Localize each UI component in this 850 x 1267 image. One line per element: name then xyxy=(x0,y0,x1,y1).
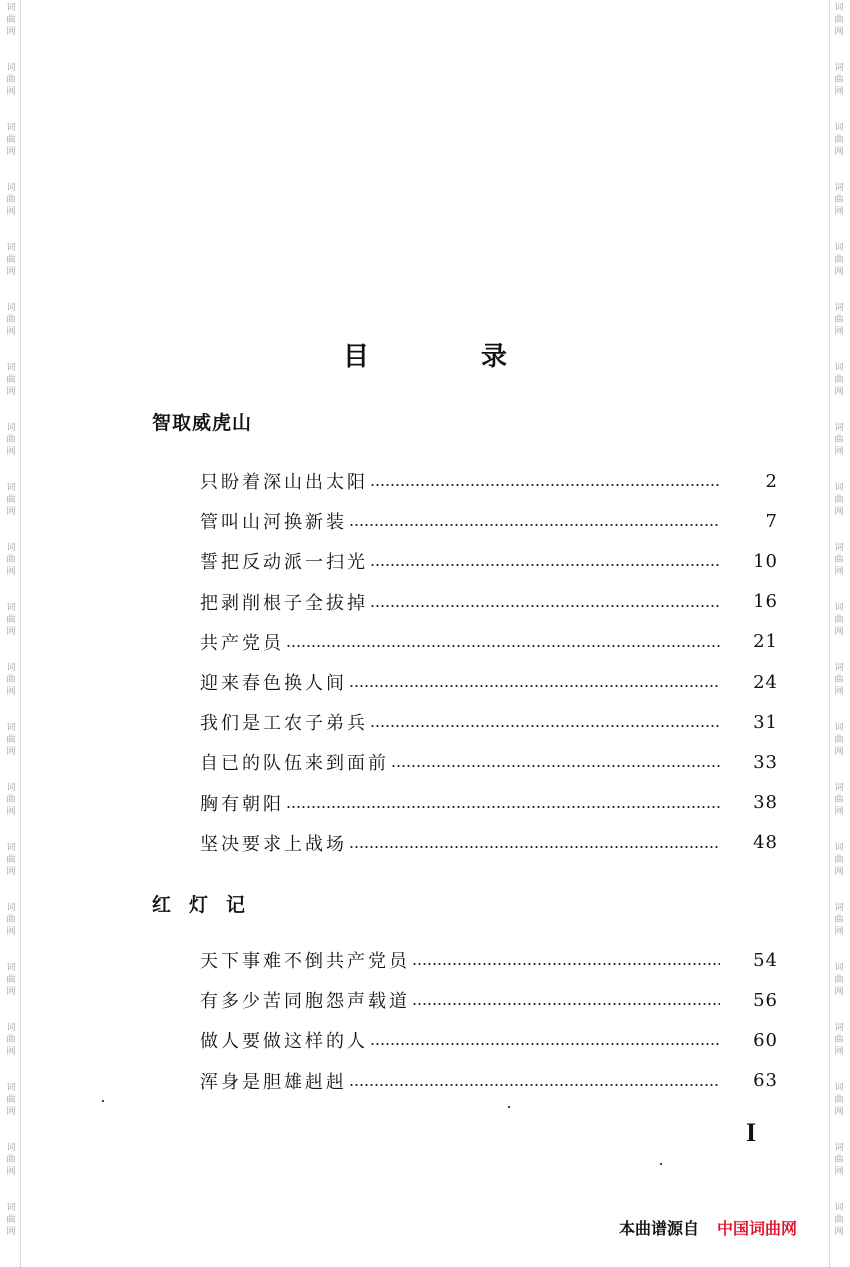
watermark-char: 词 xyxy=(6,1083,16,1093)
watermark-char: 曲 xyxy=(6,495,16,505)
watermark-char: 词 xyxy=(6,903,16,913)
watermark-char: 词 xyxy=(6,363,16,373)
toc-entry[interactable] xyxy=(200,1020,778,1060)
toc-entry-title: 浑身是胆雄赳赳 xyxy=(200,1071,347,1093)
scan-speck xyxy=(508,1106,510,1108)
toc-entry-page: 54 xyxy=(753,949,778,971)
section-title-hongdengji: 红灯记 xyxy=(152,894,264,916)
watermark-char: 词 xyxy=(6,1143,16,1153)
watermark-char: 词 xyxy=(834,843,844,853)
watermark-group xyxy=(834,480,843,540)
watermark-char: 网 xyxy=(6,87,16,97)
watermark-char: 词 xyxy=(834,63,844,73)
leader-dots xyxy=(412,1001,720,1007)
watermark-char: 词 xyxy=(6,303,16,313)
leader-dots xyxy=(349,1082,720,1088)
left-watermark-strip xyxy=(4,0,21,1267)
watermark-char: 词 xyxy=(834,1083,844,1093)
watermark-char: 网 xyxy=(834,1047,844,1057)
watermark-char: 曲 xyxy=(834,1215,844,1225)
watermark-char: 曲 xyxy=(834,795,844,805)
watermark-char: 词 xyxy=(834,903,844,913)
credit-source-text: 本曲谱源自 xyxy=(619,1219,700,1238)
watermark-char: 网 xyxy=(834,267,844,277)
leader-dots xyxy=(349,522,720,528)
watermark-char: 词 xyxy=(834,963,844,973)
leader-dots xyxy=(370,1041,720,1047)
watermark-char: 曲 xyxy=(834,615,844,625)
leader-dots xyxy=(349,683,720,689)
watermark-char: 网 xyxy=(6,567,16,577)
toc-list-section-2 xyxy=(200,940,778,1101)
watermark-char: 词 xyxy=(6,723,16,733)
watermark-group xyxy=(834,1200,843,1260)
watermark-char: 网 xyxy=(834,807,844,817)
watermark-group xyxy=(6,540,15,600)
watermark-char: 曲 xyxy=(6,135,16,145)
watermark-group xyxy=(834,540,843,600)
leader-dots xyxy=(349,844,720,850)
watermark-char: 曲 xyxy=(6,75,16,85)
watermark-char: 曲 xyxy=(6,555,16,565)
toc-entry-title: 管叫山河换新装 xyxy=(200,512,347,534)
watermark-char: 曲 xyxy=(834,975,844,985)
watermark-char: 网 xyxy=(6,1047,16,1057)
watermark-char: 词 xyxy=(6,663,16,673)
watermark-group xyxy=(834,1020,843,1080)
watermark-char: 词 xyxy=(834,423,844,433)
watermark-char: 词 xyxy=(6,63,16,73)
watermark-char: 词 xyxy=(834,783,844,793)
watermark-char: 网 xyxy=(834,747,844,757)
watermark-char: 网 xyxy=(834,87,844,97)
watermark-char: 词 xyxy=(6,243,16,253)
leader-dots xyxy=(370,562,720,568)
watermark-char: 词 xyxy=(834,243,844,253)
watermark-group xyxy=(834,0,843,60)
watermark-char: 网 xyxy=(6,1167,16,1177)
leader-dots xyxy=(370,723,720,729)
watermark-char: 曲 xyxy=(6,1215,16,1225)
watermark-char: 网 xyxy=(6,27,16,37)
watermark-char: 网 xyxy=(834,327,844,337)
toc-entry-page: 60 xyxy=(753,1029,778,1051)
watermark-char: 网 xyxy=(834,627,844,637)
page-number: I xyxy=(746,1118,757,1147)
watermark-char: 网 xyxy=(6,1227,16,1237)
watermark-char: 网 xyxy=(834,387,844,397)
toc-list-section-1 xyxy=(200,461,778,863)
watermark-group xyxy=(834,600,843,660)
watermark-group xyxy=(6,60,15,120)
watermark-char: 网 xyxy=(834,27,844,37)
watermark-char: 网 xyxy=(834,687,844,697)
section-title-zhiqu-weihushan: 智取威虎山 xyxy=(152,412,253,434)
watermark-char: 词 xyxy=(834,1203,844,1213)
watermark-group xyxy=(6,1020,15,1080)
watermark-char: 曲 xyxy=(834,1095,844,1105)
toc-entry[interactable] xyxy=(200,783,778,823)
watermark-char: 词 xyxy=(834,183,844,193)
toc-entry-title: 把剥削根子全拔掉 xyxy=(200,592,368,614)
watermark-char: 网 xyxy=(6,207,16,217)
watermark-char: 词 xyxy=(834,543,844,553)
scan-speck xyxy=(102,1100,104,1102)
toc-entry-page: 38 xyxy=(753,792,778,814)
watermark-char: 曲 xyxy=(834,555,844,565)
watermark-group xyxy=(6,0,15,60)
watermark-char: 词 xyxy=(834,483,844,493)
watermark-group xyxy=(6,900,15,960)
leader-dots xyxy=(370,603,720,609)
watermark-char: 曲 xyxy=(834,1035,844,1045)
watermark-char: 曲 xyxy=(6,915,16,925)
watermark-char: 网 xyxy=(6,807,16,817)
watermark-group xyxy=(6,600,15,660)
watermark-char: 曲 xyxy=(6,1035,16,1045)
watermark-group xyxy=(6,720,15,780)
watermark-group xyxy=(834,960,843,1020)
scan-speck xyxy=(660,1163,662,1165)
leader-dots xyxy=(286,804,720,810)
watermark-char: 曲 xyxy=(834,675,844,685)
toc-entry[interactable] xyxy=(200,742,778,782)
watermark-group xyxy=(834,180,843,240)
toc-entry-title: 天下事难不倒共产党员 xyxy=(200,951,410,973)
watermark-char: 曲 xyxy=(6,1155,16,1165)
watermark-char: 曲 xyxy=(6,15,16,25)
toc-entry-page: 7 xyxy=(765,510,778,532)
watermark-char: 词 xyxy=(6,963,16,973)
right-watermark-strip xyxy=(829,0,846,1267)
watermark-char: 曲 xyxy=(834,855,844,865)
watermark-group xyxy=(834,240,843,300)
watermark-char: 网 xyxy=(834,447,844,457)
toc-entry[interactable] xyxy=(200,622,778,662)
toc-entry[interactable] xyxy=(200,940,778,980)
watermark-group xyxy=(834,1080,843,1140)
watermark-char: 词 xyxy=(834,363,844,373)
watermark-char: 词 xyxy=(834,663,844,673)
watermark-char: 网 xyxy=(834,1107,844,1117)
watermark-char: 网 xyxy=(834,147,844,157)
watermark-char: 网 xyxy=(834,927,844,937)
watermark-char: 词 xyxy=(834,303,844,313)
watermark-group xyxy=(6,420,15,480)
toc-entry-page: 16 xyxy=(753,591,778,613)
toc-entry-page: 31 xyxy=(753,711,778,733)
watermark-char: 曲 xyxy=(834,375,844,385)
watermark-char: 网 xyxy=(6,747,16,757)
watermark-char: 词 xyxy=(6,543,16,553)
watermark-char: 词 xyxy=(834,723,844,733)
toc-entry-title: 自已的队伍来到面前 xyxy=(200,753,389,775)
watermark-char: 网 xyxy=(6,387,16,397)
watermark-char: 曲 xyxy=(6,735,16,745)
watermark-char: 词 xyxy=(6,603,16,613)
watermark-char: 曲 xyxy=(6,255,16,265)
title-char-lu: 录 xyxy=(481,342,508,372)
watermark-group xyxy=(6,240,15,300)
watermark-group xyxy=(834,660,843,720)
watermark-group xyxy=(834,720,843,780)
leader-dots xyxy=(370,482,720,488)
watermark-group xyxy=(6,480,15,540)
watermark-char: 词 xyxy=(834,3,844,13)
toc-entry[interactable] xyxy=(200,823,778,863)
toc-entry-title: 迎来春色换人间 xyxy=(200,673,347,695)
watermark-group xyxy=(6,180,15,240)
watermark-char: 网 xyxy=(834,507,844,517)
watermark-char: 曲 xyxy=(834,195,844,205)
watermark-char: 曲 xyxy=(6,855,16,865)
watermark-char: 网 xyxy=(6,627,16,637)
toc-entry-title: 做人要做这样的人 xyxy=(200,1031,368,1053)
watermark-char: 词 xyxy=(6,1203,16,1213)
watermark-char: 网 xyxy=(6,507,16,517)
watermark-char: 曲 xyxy=(834,75,844,85)
watermark-char: 曲 xyxy=(834,135,844,145)
watermark-char: 网 xyxy=(834,207,844,217)
watermark-group xyxy=(6,960,15,1020)
watermark-char: 曲 xyxy=(6,795,16,805)
watermark-char: 曲 xyxy=(6,195,16,205)
watermark-char: 网 xyxy=(6,267,16,277)
toc-entry[interactable] xyxy=(200,662,778,702)
watermark-group xyxy=(834,1140,843,1200)
toc-entry-page: 21 xyxy=(753,631,778,653)
watermark-char: 曲 xyxy=(834,255,844,265)
watermark-char: 词 xyxy=(6,483,16,493)
toc-entry-title: 共产党员 xyxy=(200,632,284,654)
watermark-group xyxy=(834,780,843,840)
watermark-char: 网 xyxy=(834,1227,844,1237)
watermark-char: 曲 xyxy=(6,675,16,685)
toc-entry[interactable] xyxy=(200,541,778,581)
watermark-group xyxy=(6,1140,15,1200)
watermark-char: 词 xyxy=(6,3,16,13)
watermark-char: 词 xyxy=(6,843,16,853)
watermark-char: 曲 xyxy=(834,1155,844,1165)
watermark-char: 词 xyxy=(834,123,844,133)
watermark-char: 曲 xyxy=(834,435,844,445)
watermark-char: 网 xyxy=(834,987,844,997)
toc-entry[interactable] xyxy=(200,980,778,1020)
watermark-char: 曲 xyxy=(6,315,16,325)
credit-site-link[interactable]: 中国词曲网 xyxy=(717,1219,798,1238)
watermark-char: 曲 xyxy=(6,975,16,985)
toc-entry[interactable] xyxy=(200,582,778,622)
watermark-group xyxy=(834,60,843,120)
watermark-char: 曲 xyxy=(834,15,844,25)
toc-entry-page: 10 xyxy=(753,550,778,572)
watermark-char: 网 xyxy=(6,687,16,697)
watermark-group xyxy=(6,1080,15,1140)
watermark-group xyxy=(6,840,15,900)
watermark-group xyxy=(6,780,15,840)
watermark-char: 网 xyxy=(6,147,16,157)
watermark-char: 曲 xyxy=(834,315,844,325)
watermark-char: 网 xyxy=(834,1167,844,1177)
watermark-char: 网 xyxy=(6,447,16,457)
source-credit xyxy=(619,1216,797,1239)
watermark-char: 网 xyxy=(834,567,844,577)
title-char-mu: 目 xyxy=(342,342,369,372)
watermark-char: 网 xyxy=(834,867,844,877)
watermark-char: 词 xyxy=(6,1023,16,1033)
watermark-group xyxy=(6,660,15,720)
watermark-char: 网 xyxy=(6,327,16,337)
watermark-char: 曲 xyxy=(6,615,16,625)
watermark-char: 网 xyxy=(6,927,16,937)
watermark-group xyxy=(834,840,843,900)
toc-entry-title: 我们是工农子弟兵 xyxy=(200,713,368,735)
watermark-char: 词 xyxy=(6,123,16,133)
watermark-group xyxy=(834,420,843,480)
leader-dots xyxy=(286,643,720,649)
toc-entry-page: 2 xyxy=(765,470,778,492)
toc-entry-page: 56 xyxy=(753,989,778,1011)
watermark-group xyxy=(834,120,843,180)
toc-entry-title: 誓把反动派一扫光 xyxy=(200,552,368,574)
watermark-char: 网 xyxy=(6,1107,16,1117)
watermark-char: 曲 xyxy=(834,735,844,745)
watermark-char: 曲 xyxy=(6,435,16,445)
toc-entry-page: 33 xyxy=(753,751,778,773)
watermark-char: 词 xyxy=(834,1023,844,1033)
watermark-char: 词 xyxy=(6,423,16,433)
toc-entry[interactable] xyxy=(200,1061,778,1101)
watermark-char: 曲 xyxy=(834,915,844,925)
toc-entry[interactable] xyxy=(200,702,778,742)
toc-entry-title: 有多少苦同胞怨声载道 xyxy=(200,991,410,1013)
watermark-char: 曲 xyxy=(834,495,844,505)
toc-entry-page: 48 xyxy=(753,832,778,854)
watermark-char: 词 xyxy=(6,183,16,193)
watermark-group xyxy=(834,900,843,960)
watermark-char: 词 xyxy=(834,1143,844,1153)
watermark-group xyxy=(6,120,15,180)
toc-entry[interactable] xyxy=(200,461,778,501)
watermark-char: 网 xyxy=(6,867,16,877)
watermark-char: 曲 xyxy=(6,1095,16,1105)
watermark-char: 词 xyxy=(834,603,844,613)
watermark-char: 词 xyxy=(6,783,16,793)
watermark-char: 网 xyxy=(6,987,16,997)
leader-dots xyxy=(412,961,720,967)
toc-entry-page: 24 xyxy=(753,671,778,693)
toc-entry-page: 63 xyxy=(753,1070,778,1092)
watermark-group xyxy=(6,1200,15,1260)
page-title xyxy=(0,336,850,373)
leader-dots xyxy=(391,763,720,769)
toc-entry[interactable] xyxy=(200,501,778,541)
watermark-char: 曲 xyxy=(6,375,16,385)
toc-entry-title: 胸有朝阳 xyxy=(200,793,284,815)
toc-entry-title: 只盼着深山出太阳 xyxy=(200,472,368,494)
toc-entry-title: 坚决要求上战场 xyxy=(200,833,347,855)
